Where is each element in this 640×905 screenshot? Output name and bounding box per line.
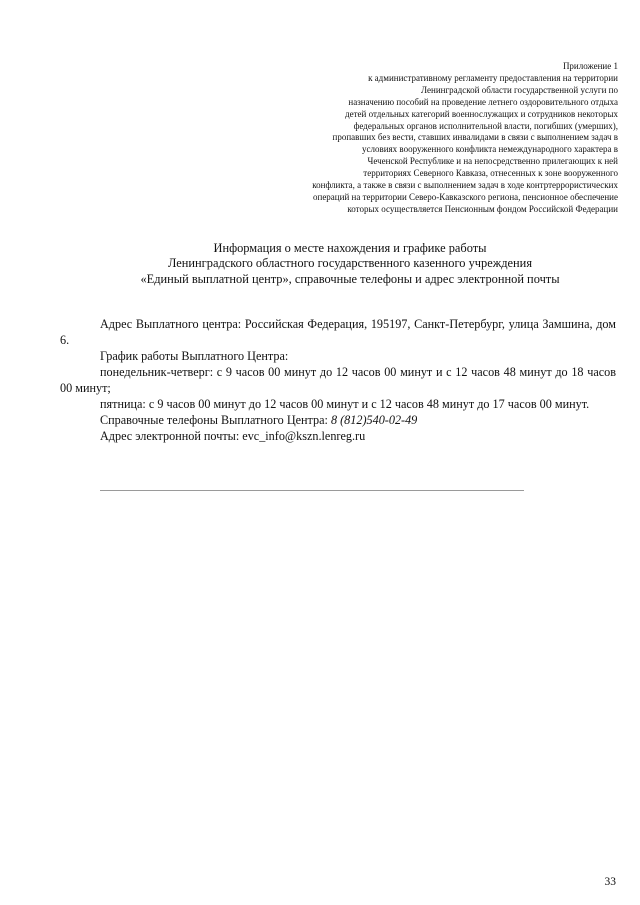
phones-value: 8 (812)540-02-49 xyxy=(330,413,418,427)
address-paragraph: Адрес Выплатного центра: Российская Федерация, 195197, Санкт-Петербург, улица Замшина, дом 6. xyxy=(60,317,616,347)
appendix-line: операций на территории Северо-Кавказского региона, пенсионное обеспечение xyxy=(313,191,618,202)
phones-label: Справочные телефоны Выплатного Центра: xyxy=(100,413,331,427)
schedule-mon-thu: понедельник-четверг: с 9 часов 00 минут до 12 часов 00 минут и с 12 часов 48 минут до 18 часов 00 минут; xyxy=(60,365,616,395)
title-line: Ленинградского областного государственного казенного учреждения xyxy=(167,256,533,271)
title-line: Информация о месте нахождения и графике работы xyxy=(213,241,487,255)
appendix-line: назначению пособий на проведение летнего оздоровительного отдыха xyxy=(348,96,618,107)
document-body xyxy=(60,316,616,444)
page-number: 33 xyxy=(604,876,616,888)
email-paragraph xyxy=(60,428,616,444)
appendix-line: детей отдельных категорий военнослужащих и сотрудников некоторых xyxy=(345,108,618,119)
appendix-line: Чеченской Республике и на непосредственно прилегающих к ней xyxy=(367,156,618,167)
title-line: «Единый выплатной центр», справочные телефоны и адрес электронной почты xyxy=(140,271,560,286)
appendix-line: Ленинградской области государственной услуги по xyxy=(420,84,618,95)
appendix-line: которых осуществляется Пенсионным фондом Российской Федерации xyxy=(347,203,618,214)
appendix-line: к административному регламенту предоставления на территории xyxy=(368,72,618,83)
email-value: evc_info@kszn.lenreg.ru xyxy=(242,429,366,443)
appendix-header xyxy=(298,61,618,216)
document-title xyxy=(60,241,640,287)
appendix-line: Приложение 1 xyxy=(562,61,618,71)
appendix-line: федеральных органов исполнительной власти, погибших (умерших), xyxy=(353,120,618,131)
appendix-line: территориях Северного Кавказа, отнесенных к зоне вооруженного xyxy=(363,168,618,179)
footnote-divider xyxy=(100,490,524,491)
phones-paragraph xyxy=(60,412,616,428)
appendix-line: конфликта, а также в связи с выполнением задач в ходе контртеррористических xyxy=(312,180,618,191)
schedule-heading: График работы Выплатного Центра: xyxy=(100,349,289,363)
appendix-line: пропавших без вести, ставших инвалидами в связи с выполнением задач в xyxy=(332,132,618,143)
appendix-line: условиях вооруженного конфликта немеждународного характера в xyxy=(361,144,618,155)
email-label: Адрес электронной почты: xyxy=(100,429,243,443)
schedule-friday: пятница: с 9 часов 00 минут до 12 часов 00 минут и с 12 часов 48 минут до 17 часов 00 минут. xyxy=(100,397,590,411)
